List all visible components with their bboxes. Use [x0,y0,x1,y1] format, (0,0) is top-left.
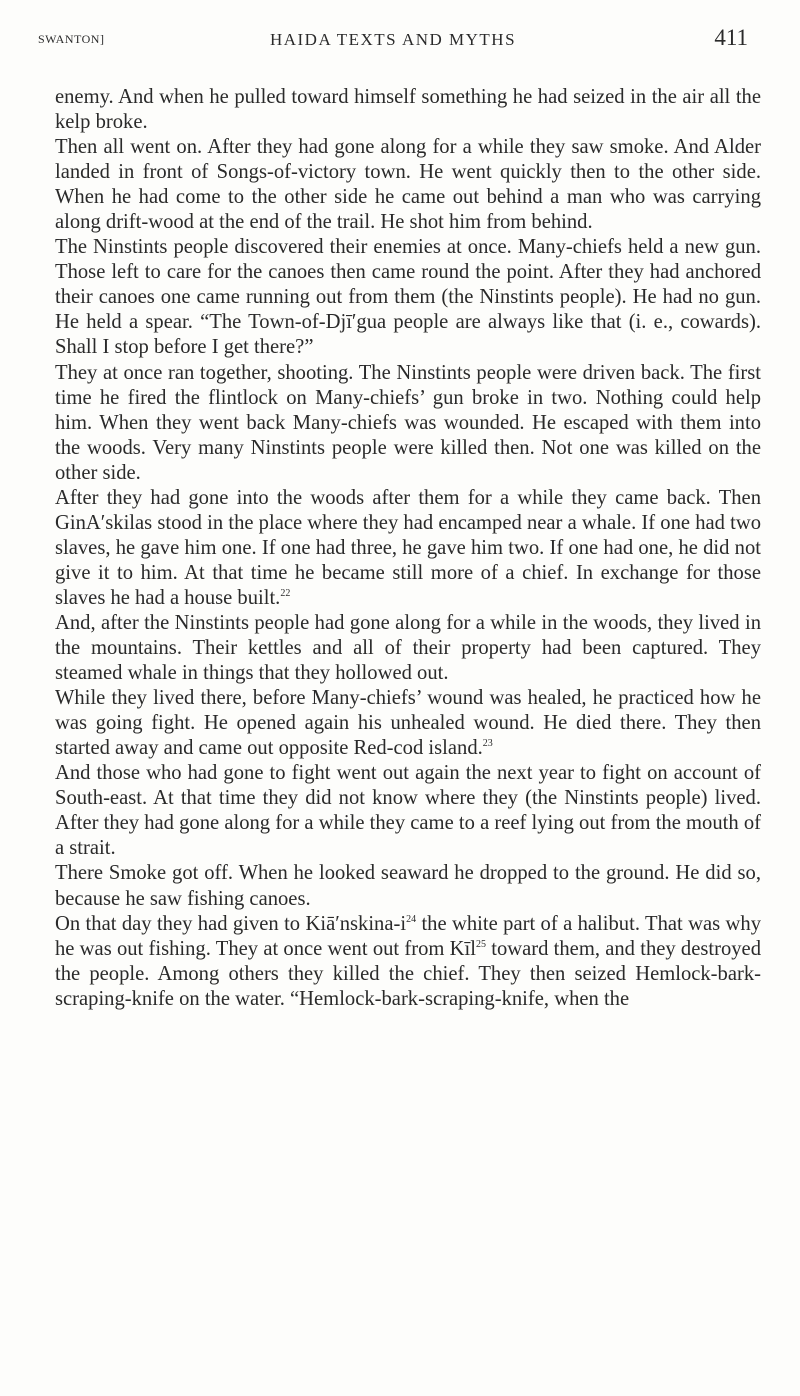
footnote-marker: 24 [406,913,417,925]
paragraph: They at once ran together, shooting. The Ninstints people were driven back. The first time he fired the flintlock on Many-chiefs’ gun broke in two. Nothing could help him. When they went back Many-chiefs was wounded. He escaped with them into the woods. Very many Ninstints people were killed then. Not one was killed on the other side. [55,361,761,484]
footnote-marker: 23 [482,738,493,750]
footnote-marker: 25 [475,938,486,950]
body-text [55,85,761,1012]
running-head-title: HAIDA TEXTS AND MYTHS [269,30,517,49]
footnote-marker: 22 [280,587,291,599]
paragraph: While they lived there, before Many-chiefs’ wound was healed, he practiced how he was going fight. He opened again his unhealed wound. He died there. They then started away and came out opposite Red-cod island.$^{23}$ [55,687,761,760]
paragraph: After they had gone into the woods after them for a while they came back. Then GinA′skilas stood in the place where they had encamped near a whale. If one had two slaves, he gave him one. If one had three, he gave him two. If one had one, he did not give it to him. At that time he became still more of a chief. In exchange for those slaves he had a house built.$^{22}$ [55,486,761,609]
running-head [38,22,748,52]
running-head-author: SWANTON] [38,32,105,46]
page-number: 411 [714,25,748,50]
paragraph: enemy. And when he pulled toward himself something he had seized in the air all the kelp broke. [55,86,761,134]
paragraph: The Ninstints people discovered their enemies at once. Many-chiefs held a new gun. Those left to care for the canoes then came round the point. After they had anchored their canoes one came running out from them (the Ninstints people). He had no gun. He held a spear. “The Town-of-Djī′gua people are always like that (i. e., cowards). Shall I stop before I get there?” [55,236,761,359]
paragraph: On that day they had given to $Kiā'nskina-i^{24}$ the white part of a halibut. That was why he was out fishing. They at once went out from Kīl$^{25}$ toward them, and they destroyed the people. Among others they killed the chief. They then seized Hemlock-bark-scraping-knife on the water. “Hemlock-bark-scraping-knife, when the [55,912,761,1010]
paragraph: Then all went on. After they had gone along for a while they saw smoke. And Alder landed in front of Songs-of-victory town. He went quickly then to the other side. When he had come to the other side he came out behind a man who was carrying along drift-wood at the end of the trail. He shot him from behind. [55,136,761,234]
paragraph: And, after the Ninstints people had gone along for a while in the woods, they lived in the mountains. Their kettles and all of their property had been captured. They steamed whale in things that they hollowed out. [55,611,761,685]
paragraph: And those who had gone to fight went out again the next year to fight on account of South-east. At that time they did not know where they (the Ninstints people) lived. After they had gone along for a while they came to a reef lying out from the mouth of a strait. [55,762,761,860]
paragraph: There Smoke got off. When he looked seaward he dropped to the ground. He did so, because he saw fishing canoes. [55,862,761,910]
